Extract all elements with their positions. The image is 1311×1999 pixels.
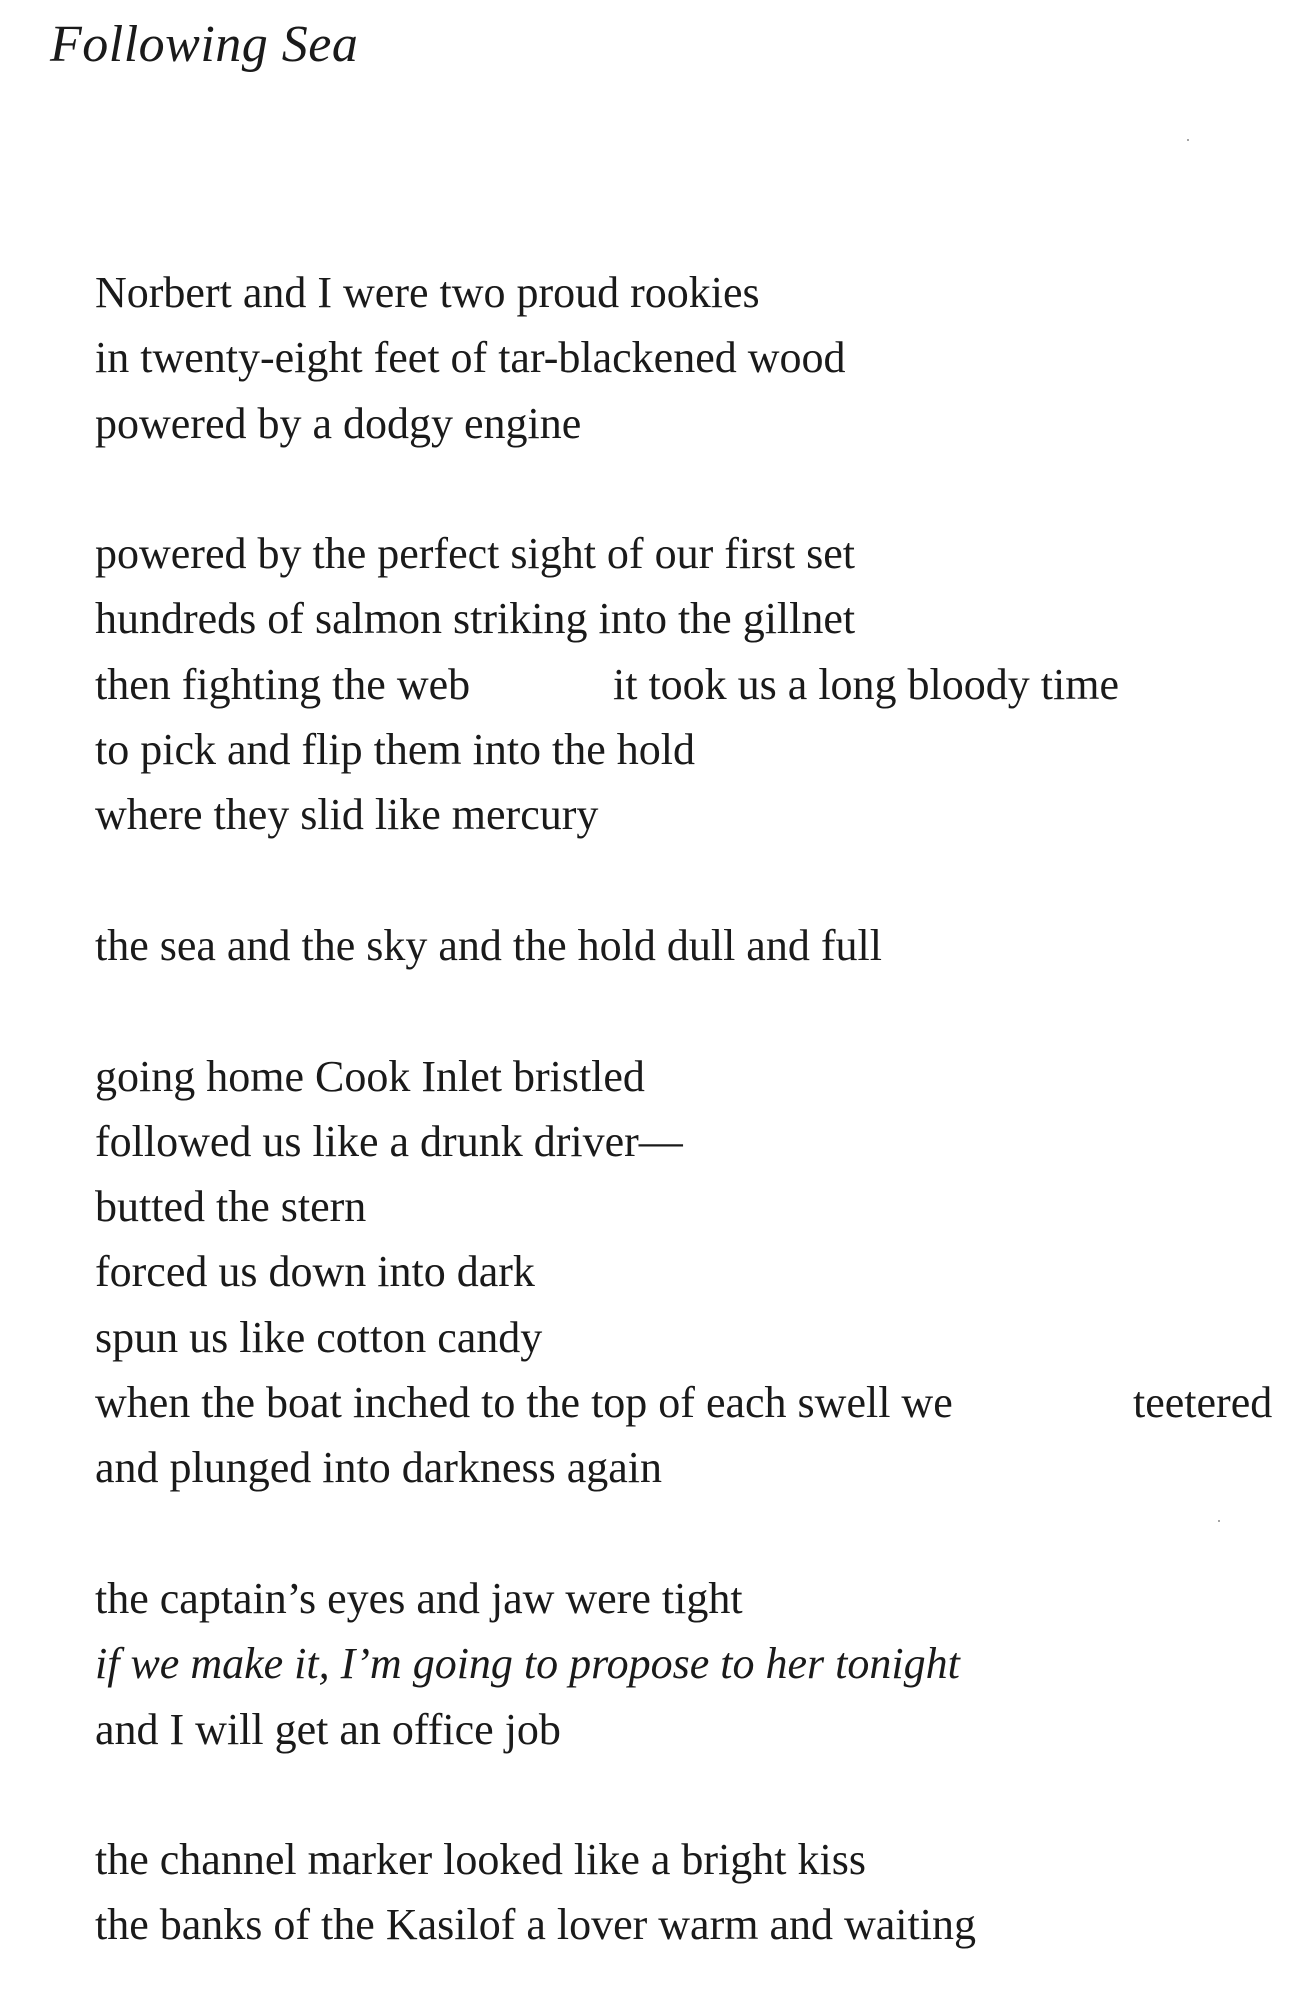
poem-line: to pick and flip them into the hold — [95, 725, 696, 775]
poem-title: Following Sea — [50, 16, 359, 73]
stanza-5 — [95, 1566, 1295, 1762]
poem-line: going home Cook Inlet bristled — [95, 1051, 645, 1101]
poem-line-part: it took us a long bloody time — [613, 659, 1119, 709]
stanza-2 — [95, 521, 1295, 847]
poem-line: powered by the perfect sight of our first set — [95, 529, 855, 579]
poem-line-italic: if we make it, I’m going to propose to her tonight — [95, 1639, 960, 1689]
poem-line-part: then fighting the web — [95, 659, 471, 709]
poem-line: Norbert and I were two proud rookies — [95, 268, 760, 317]
stanza-break — [95, 978, 1295, 1043]
poem-line: the channel marker looked like a bright kiss — [95, 1835, 866, 1885]
poem-line: hundreds of salmon striking into the gillnet — [95, 594, 856, 644]
stanza-4 — [95, 1044, 1295, 1501]
poem-line: the banks of the Kasilof a lover warm and waiting — [95, 1900, 976, 1950]
stanza-break — [95, 456, 1295, 521]
poem-line: where they slid like mercury — [95, 790, 599, 840]
poem-line: the captain’s eyes and jaw were tight — [95, 1573, 743, 1623]
stanza-3 — [95, 913, 1295, 978]
stanza-6 — [95, 1827, 1295, 1958]
stanza-break — [95, 848, 1295, 913]
poem-line-part: teetered — [1133, 1378, 1273, 1428]
poem-line: and I will get an office job — [95, 1704, 561, 1754]
poem-line: butted the stern — [95, 1182, 367, 1232]
stanza-1 — [95, 260, 1295, 456]
poem-line: the sea and the sky and the hold dull and full — [95, 920, 882, 970]
poem-line: powered by a dodgy engine — [95, 398, 582, 448]
poem-line-split — [95, 1370, 1295, 1435]
poem-line: and plunged into darkness again — [95, 1443, 662, 1493]
poem-body — [95, 260, 1295, 1958]
poem-line: forced us down into dark — [95, 1247, 535, 1297]
poem-line: spun us like cotton candy — [95, 1312, 543, 1362]
poem-line-part: when the boat inched to the top of each swell we — [95, 1378, 953, 1428]
poem-line-split — [95, 652, 1295, 717]
scan-speck — [1187, 139, 1189, 141]
stanza-break — [95, 1501, 1295, 1566]
poem-line: followed us like a drunk driver— — [95, 1116, 683, 1166]
stanza-break — [95, 1762, 1295, 1827]
poem-line: in twenty-eight feet of tar-blackened wood — [95, 333, 846, 383]
scan-speck — [1218, 1520, 1220, 1522]
